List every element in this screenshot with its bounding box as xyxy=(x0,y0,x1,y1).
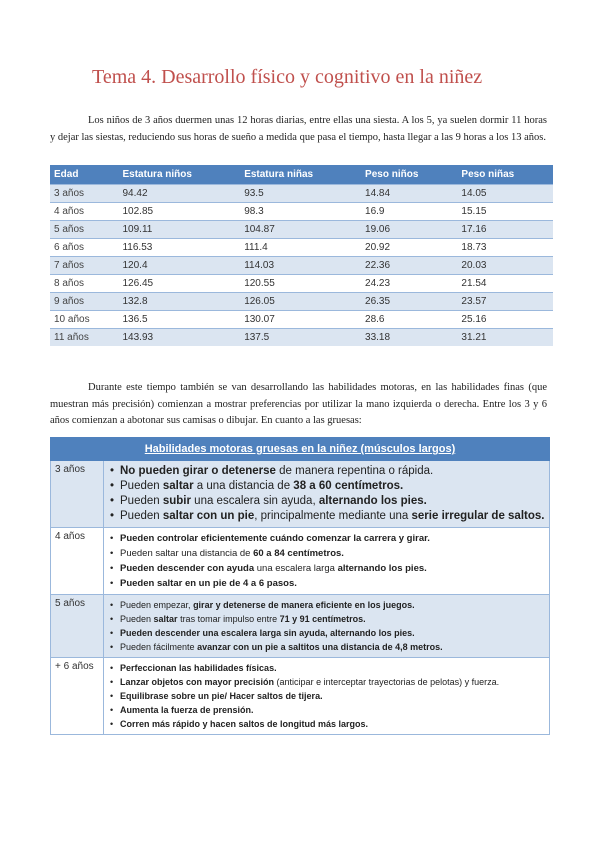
value-cell: 126.05 xyxy=(240,293,361,311)
value-cell: 120.55 xyxy=(240,275,361,293)
value-cell: 17.16 xyxy=(457,221,553,239)
age-cell: 10 años xyxy=(50,311,118,329)
table-row xyxy=(50,203,553,221)
value-cell: 26.35 xyxy=(361,293,457,311)
value-cell: 14.84 xyxy=(361,185,457,203)
value-cell: 31.21 xyxy=(457,329,553,347)
value-cell: 33.18 xyxy=(361,329,457,347)
list-item: • Perfeccionan las habilidades físicas. xyxy=(120,661,545,675)
growth-table xyxy=(50,165,553,346)
table-row xyxy=(50,329,553,347)
list-item: • Pueden descender una escalera larga sin ayuda, alternando los pies. xyxy=(120,626,545,640)
value-cell: 93.5 xyxy=(240,185,361,203)
value-cell: 15.15 xyxy=(457,203,553,221)
value-cell: 126.45 xyxy=(118,275,240,293)
value-cell: 120.4 xyxy=(118,257,240,275)
value-cell: 24.23 xyxy=(361,275,457,293)
motor-skills-table xyxy=(50,437,550,735)
value-cell: 25.16 xyxy=(457,311,553,329)
skills-cell xyxy=(104,658,550,735)
table-row xyxy=(50,275,553,293)
skills-cell xyxy=(104,595,550,658)
skills-list xyxy=(108,531,545,591)
age-cell: 6 años xyxy=(50,239,118,257)
table-row xyxy=(50,239,553,257)
value-cell: 19.06 xyxy=(361,221,457,239)
growth-table-header xyxy=(50,165,553,185)
value-cell: 111.4 xyxy=(240,239,361,257)
age-cell: 11 años xyxy=(50,329,118,347)
value-cell: 143.93 xyxy=(118,329,240,347)
skills-cell xyxy=(104,528,550,595)
table-row xyxy=(50,311,553,329)
value-cell: 20.03 xyxy=(457,257,553,275)
value-cell: 98.3 xyxy=(240,203,361,221)
table-row xyxy=(51,658,550,735)
age-cell: 5 años xyxy=(50,221,118,239)
skills-list xyxy=(108,598,545,654)
value-cell: 136.5 xyxy=(118,311,240,329)
table-row xyxy=(51,595,550,658)
age-cell: 3 años xyxy=(50,185,118,203)
list-item: • Pueden fácilmente avanzar con un pie a saltitos una distancia de 4,8 metros. xyxy=(120,640,545,654)
value-cell: 94.42 xyxy=(118,185,240,203)
value-cell: 114.03 xyxy=(240,257,361,275)
age-cell: 4 años xyxy=(50,203,118,221)
table-row xyxy=(50,293,553,311)
skills-cell xyxy=(104,461,550,528)
column-header: Peso niños xyxy=(361,165,457,185)
value-cell: 22.36 xyxy=(361,257,457,275)
table-row xyxy=(50,221,553,239)
value-cell: 109.11 xyxy=(118,221,240,239)
value-cell: 104.87 xyxy=(240,221,361,239)
age-cell: 3 años xyxy=(51,461,104,528)
list-item: • Pueden saltar con un pie, principalmente mediante una serie irregular de saltos. xyxy=(120,509,545,524)
value-cell: 21.54 xyxy=(457,275,553,293)
list-item: • Pueden saltar una distancia de 60 a 84 centímetros. xyxy=(120,546,545,561)
list-item: • Equilibrase sobre un pie/ Hacer saltos de tijera. xyxy=(120,689,545,703)
motor-skills-table-body xyxy=(51,461,550,735)
list-item: • Pueden empezar, girar y detenerse de manera eficiente en los juegos. xyxy=(120,598,545,612)
list-item: • Pueden saltar en un pie de 4 a 6 pasos. xyxy=(120,576,545,591)
column-header: Peso niñas xyxy=(457,165,553,185)
list-item: • Aumenta la fuerza de prensión. xyxy=(120,703,545,717)
list-item: • Corren más rápido y hacen saltos de longitud más largos. xyxy=(120,717,545,731)
table-row xyxy=(51,528,550,595)
column-header: Edad xyxy=(50,165,118,185)
skills-list xyxy=(108,661,545,731)
value-cell: 28.6 xyxy=(361,311,457,329)
value-cell: 137.5 xyxy=(240,329,361,347)
value-cell: 23.57 xyxy=(457,293,553,311)
table-row xyxy=(50,257,553,275)
value-cell: 16.9 xyxy=(361,203,457,221)
value-cell: 132.8 xyxy=(118,293,240,311)
intro-paragraph xyxy=(50,113,547,146)
intro-paragraph-text: Los niños de 3 años duermen unas 12 horas diarias, entre ellas una siesta. A los 5, ya suelen dormir 11 horas y dejar las siestas, reduciendo sus horas de sueño a medida que pasa el tiempo, hasta llegar a las 9 horas a los 13 años. xyxy=(50,115,547,143)
column-header: Estatura niños xyxy=(118,165,240,185)
value-cell: 14.05 xyxy=(457,185,553,203)
list-item: • Pueden descender con ayuda una escalera larga alternando los pies. xyxy=(120,561,545,576)
value-cell: 20.92 xyxy=(361,239,457,257)
age-cell: 4 años xyxy=(51,528,104,595)
column-header: Estatura niñas xyxy=(240,165,361,185)
table-row xyxy=(50,185,553,203)
value-cell: 18.73 xyxy=(457,239,553,257)
age-cell: 8 años xyxy=(50,275,118,293)
list-item: • Pueden saltar a una distancia de 38 a 60 centímetros. xyxy=(120,479,545,494)
list-item: • Pueden saltar tras tomar impulso entre 71 y 91 centímetros. xyxy=(120,612,545,626)
table-row xyxy=(51,461,550,528)
value-cell: 130.07 xyxy=(240,311,361,329)
page-title: Tema 4. Desarrollo físico y cognitivo en la niñez xyxy=(92,66,483,88)
list-item: • Pueden subir una escalera sin ayuda, alternando los pies. xyxy=(120,494,545,509)
skills-list xyxy=(108,464,545,524)
age-cell: 7 años xyxy=(50,257,118,275)
age-cell: + 6 años xyxy=(51,658,104,735)
motor-skills-paragraph xyxy=(50,380,547,430)
age-cell: 9 años xyxy=(50,293,118,311)
value-cell: 102.85 xyxy=(118,203,240,221)
list-item: • Pueden controlar eficientemente cuándo comenzar la carrera y girar. xyxy=(120,531,545,546)
motor-skills-table-header: Habilidades motoras gruesas en la niñez (músculos largos) xyxy=(51,438,550,461)
motor-skills-paragraph-text: Durante este tiempo también se van desarrollando las habilidades motoras, en las habilidades finas (que muestran más precisión) comienzan a mostrar preferencias por utilizar la mano izquierda o derecha. Entre los 3 y 6 años comienzan a abotonar sus camisas o dibujar. En cuanto a las gruesas: xyxy=(50,382,547,426)
growth-table-body xyxy=(50,185,553,347)
age-cell: 5 años xyxy=(51,595,104,658)
list-item: • No pueden girar o detenerse de manera repentina o rápida. xyxy=(120,464,545,479)
value-cell: 116.53 xyxy=(118,239,240,257)
list-item: • Lanzar objetos con mayor precisión (anticipar e interceptar trayectorias de pelotas) y fuerza. xyxy=(120,675,545,689)
